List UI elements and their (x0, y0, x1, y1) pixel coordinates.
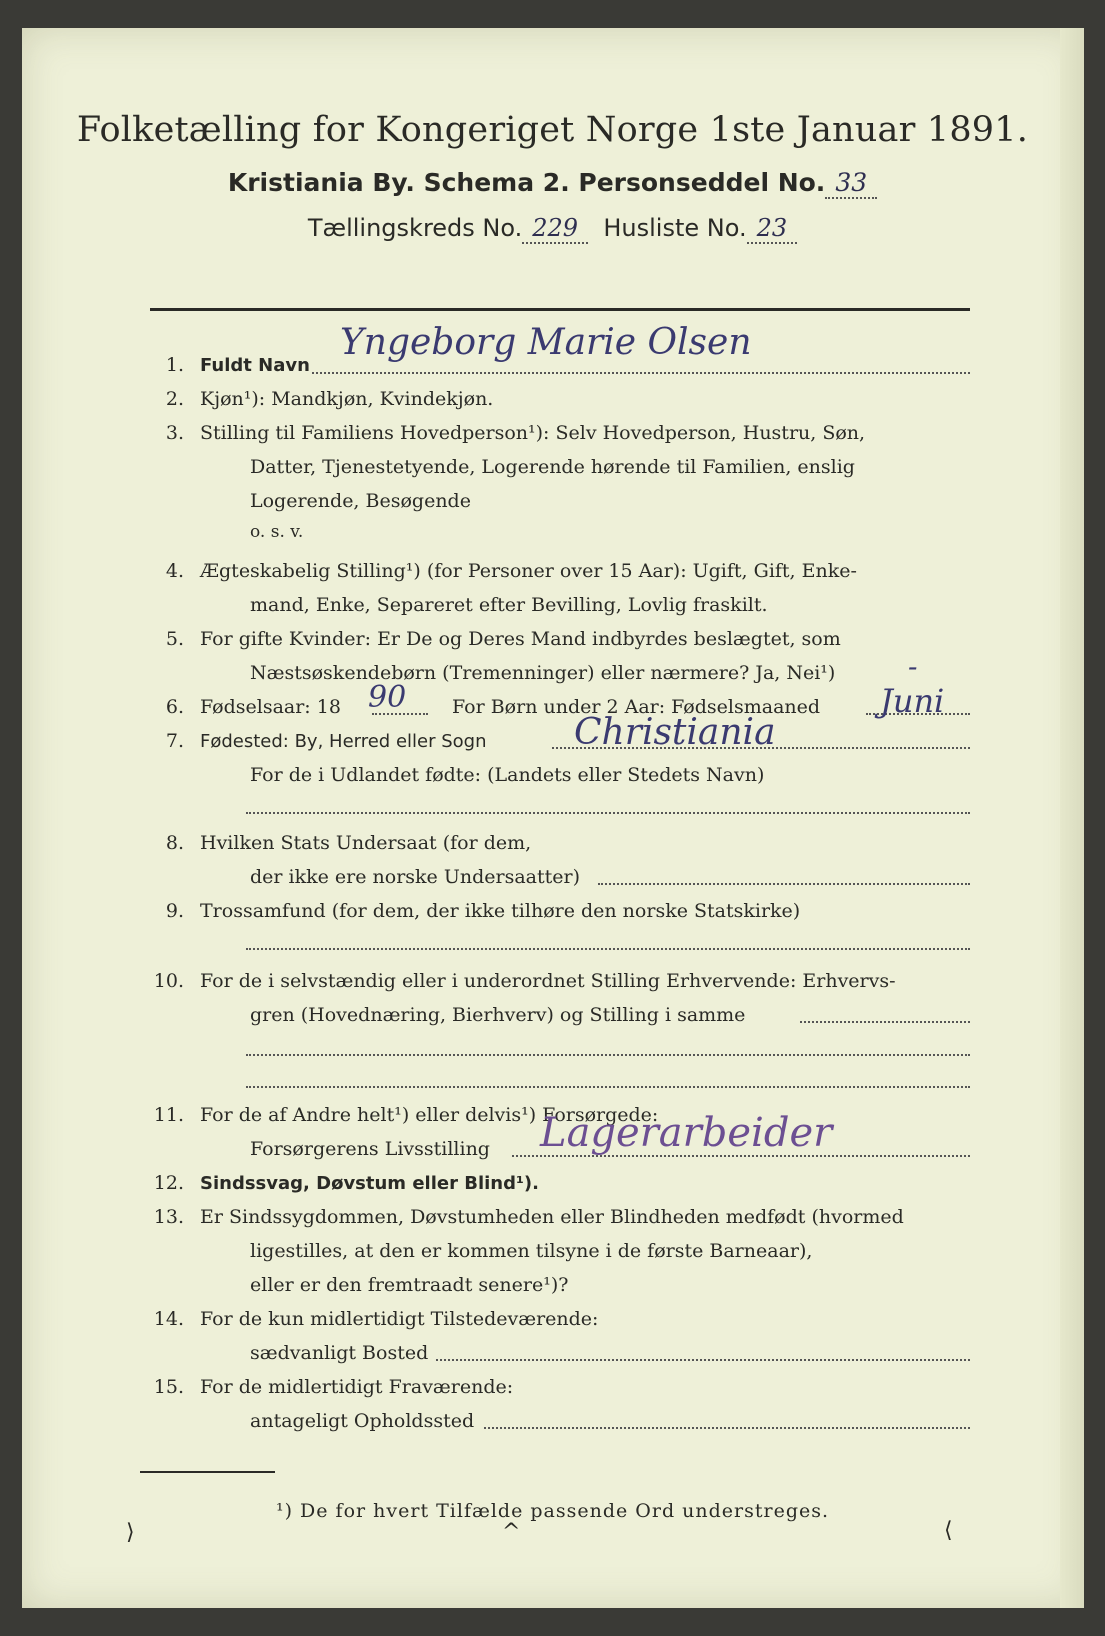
q10-number: 10. (153, 970, 184, 992)
q8-answer-line (598, 883, 970, 885)
q7-line1: Fødested: By, Herred eller Sogn (200, 731, 487, 752)
q5-line1: For gifte Kvinder: Er De og Deres Mand indbyrdes beslægtet, som (200, 628, 841, 650)
q4-line2: mand, Enke, Separeret efter Bevilling, Lovlig fraskilt. (250, 594, 768, 616)
district-number: 229 (522, 214, 588, 244)
q7-number: 7. (165, 730, 184, 752)
q9-answer-line (246, 948, 970, 950)
name-answer: Yngeborg Marie Olsen (340, 322, 752, 363)
q14-line1: For de kun midlertidigt Tilstedeværende: (200, 1308, 599, 1330)
q8-number: 8. (165, 832, 184, 854)
footnote: ¹) De for hvert Tilfælde passende Ord understreges. (275, 1500, 830, 1522)
q1-label: Fuldt Navn (200, 355, 310, 376)
q7-line2: For de i Udlandet fødte: (Landets eller Stedets Navn) (250, 764, 765, 786)
personseddel-number: 33 (825, 168, 877, 199)
q3-line4: o. s. v. (250, 522, 304, 542)
q6-month-label: For Børn under 2 Aar: Fødselsmaaned (452, 696, 821, 718)
q4-line1: Ægteskabelig Stilling¹) (for Personer over 15 Aar): Ugift, Gift, Enke- (200, 560, 857, 582)
q14-answer-line (436, 1359, 970, 1361)
q3-line2: Datter, Tjenestetyende, Logerende hørende til Familien, enslig (250, 456, 855, 478)
q2-number: 2. (165, 388, 184, 410)
q12-number: 12. (153, 1172, 184, 1194)
q12-text: Sindssvag, Døvstum eller Blind¹). (200, 1173, 539, 1194)
q6-year-line (372, 713, 428, 715)
q11-line1: For de af Andre helt¹) eller delvis¹) Forsørgede: (200, 1104, 659, 1126)
district-label: Tællingskreds No. (307, 214, 523, 242)
q6-number: 6. (165, 696, 184, 718)
q3-line3: Logerende, Besøgende (250, 490, 471, 512)
header-rule (150, 308, 970, 311)
q10-line2: gren (Hovednæring, Bierhverv) og Stilling i samme (250, 1004, 746, 1026)
husliste-label: Husliste No. (603, 214, 747, 242)
q5-number: 5. (165, 628, 184, 650)
q10-answer-line-1 (800, 1021, 970, 1023)
q15-line2: antageligt Opholdssted (250, 1410, 475, 1432)
q10-answer-line-2 (246, 1054, 970, 1056)
corner-mark-left: ⟩ (126, 1520, 135, 1545)
q5-line2: Næstsøskendebørn (Tremenninger) eller nærmere? Ja, Nei¹) (250, 662, 836, 684)
corner-mark-right: ⟨ (944, 1518, 953, 1543)
footnote-rule (140, 1471, 275, 1473)
provider-answer: Lagerarbeider (540, 1110, 833, 1156)
q5-answer: - (908, 650, 918, 683)
q13-number: 13. (153, 1206, 184, 1228)
q1-answer-line (312, 372, 970, 374)
q10-line1: For de i selvstændig eller i underordnet Stilling Erhvervende: Erhvervs- (200, 970, 896, 992)
q11-number: 11. (153, 1104, 184, 1126)
q14-number: 14. (153, 1308, 184, 1330)
q8-line1: Hvilken Stats Undersaat (for dem, (200, 832, 532, 854)
q15-line1: For de midlertidigt Fraværende: (200, 1376, 514, 1398)
q13-line2: ligestilles, at den er kommen tilsyne i de første Barneaar), (250, 1240, 813, 1262)
corner-mark-center: ^ (502, 1520, 521, 1545)
census-form-page (22, 28, 1084, 1608)
q15-answer-line (484, 1427, 970, 1429)
form-district-line (0, 214, 1105, 244)
form-subtitle (0, 168, 1105, 199)
q15-number: 15. (153, 1376, 184, 1398)
form-title: Folketælling for Kongeriget Norge 1ste Januar 1891. (76, 110, 1029, 150)
birthplace-answer: Christiania (574, 712, 776, 753)
schema-label: Kristiania By. Schema 2. Personseddel No. (227, 168, 826, 197)
birth-month-answer: Juni (880, 682, 945, 720)
q10-answer-line-3 (246, 1086, 970, 1088)
q13-line1: Er Sindssygdommen, Døvstumheden eller Blindheden medfødt (hvormed (200, 1206, 904, 1228)
q11-line2: Forsørgerens Livsstilling (250, 1138, 490, 1160)
q9-number: 9. (165, 900, 184, 922)
q4-number: 4. (165, 560, 184, 582)
q7-foreign-line (246, 812, 970, 814)
q1-number: 1. (165, 354, 184, 376)
q8-line2: der ikke ere norske Undersaatter) (250, 866, 580, 888)
q9-text: Trossamfund (for dem, der ikke tilhøre den norske Statskirke) (200, 900, 801, 922)
q2-text: Kjøn¹): Mandkjøn, Kvindekjøn. (200, 388, 494, 410)
q6-year-label: Fødselsaar: 18 (200, 696, 341, 718)
husliste-number: 23 (747, 214, 798, 244)
q3-number: 3. (165, 422, 184, 444)
q14-line2: sædvanligt Bosted (250, 1342, 429, 1364)
q3-line1: Stilling til Familiens Hovedperson¹): Selv Hovedperson, Hustru, Søn, (200, 422, 866, 444)
birth-year-answer: 90 (368, 680, 407, 715)
q13-line3: eller er den fremtraadt senere¹)? (250, 1274, 569, 1296)
page-edge (1060, 28, 1084, 1608)
